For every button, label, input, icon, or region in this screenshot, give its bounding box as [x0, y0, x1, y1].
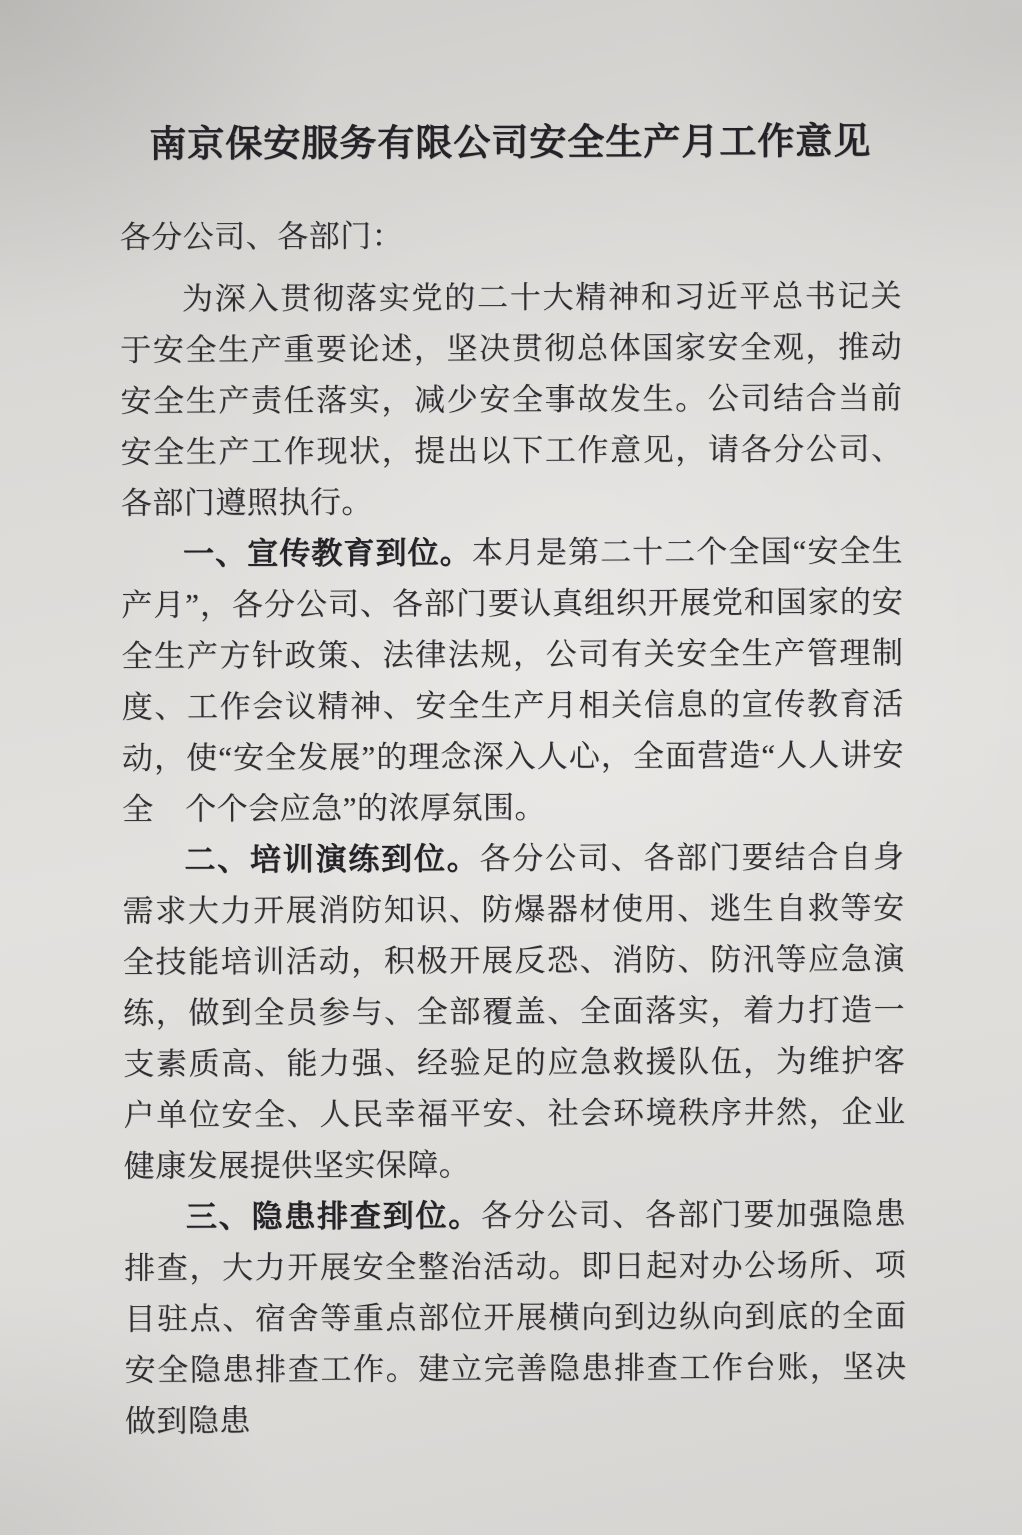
intro-paragraph: 为深入贯彻落实党的二十大精神和习近平总书记关于安全生产重要论述，坚决贯彻总体国家安全观，推动安全生产责任落实，减少安全事故发生。公司结合当前安全生产工作现状，提出以下工作意见，请各分公司、各部门遵照执行。: [120, 278, 903, 521]
section-3-heading: 三、隐患排查到位。: [185, 1198, 482, 1235]
section-3-paragraph: [124, 1188, 907, 1446]
salutation-line: 各分公司、各部门：: [119, 218, 404, 255]
section-1-body: 本月是第二十二个全国“安全生产月”，各分公司、各部门要认真组织开展党和国家的安全生产方针政策、法律法规，公司有关安全生产管理制度、工作会议精神、安全生产月相关信息的宣传教育活动，使“安全发展”的理念深入人心，全面营造“人人讲安全 个个会应急”的浓厚氛围。: [121, 533, 905, 827]
section-1-heading: 一、宣传教育到位。: [182, 535, 472, 572]
section-2-heading: 二、培训演练到位。: [184, 841, 480, 878]
section-3-body: 各分公司、各部门要加强隐患排查，大力开展安全整治活动。即日起对办公场所、项目驻点、宿舍等重点部位开展横向到边纵向到底的全面安全隐患排查工作。建立完善隐患排查工作台账，坚决做到隐患: [124, 1196, 907, 1439]
section-2-paragraph: [122, 831, 906, 1191]
section-1-paragraph: [121, 525, 904, 834]
section-2-body: 各分公司、各部门要结合自身需求大力开展消防知识、防爆器材使用、逃生自救等安全技能培训活动，积极开展反恐、消防、防汛等应急演练，做到全员参与、全部覆盖、全面落实，着力打造一支素质高、能力强、经验足的应急救援队伍，为维护客户单位安全、人民幸福平安、社会环境秩序井然，企业健康发展提供坚实保障。: [122, 839, 906, 1184]
document-title: 南京保安服务有限公司安全生产月工作意见: [149, 120, 872, 165]
